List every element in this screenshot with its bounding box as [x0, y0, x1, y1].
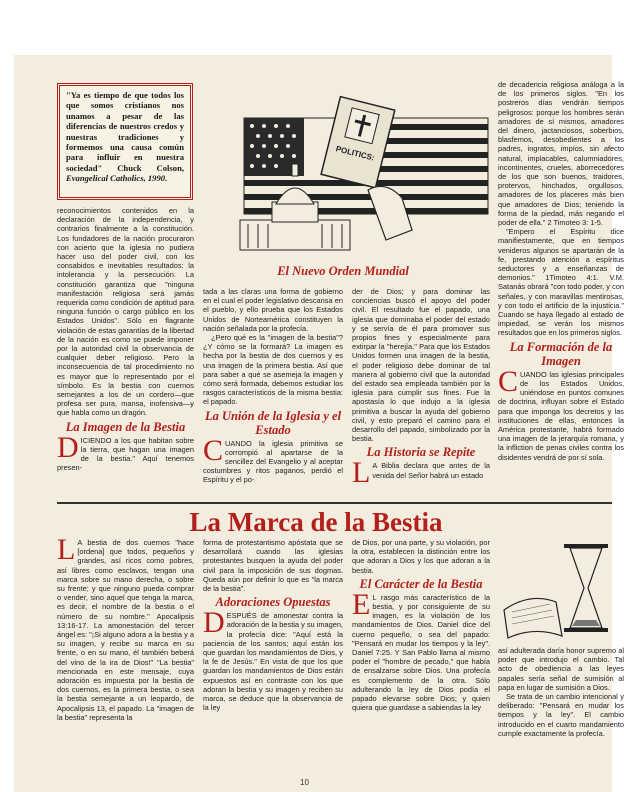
- column-2-text: tada a las claras una forma de gobierno en el cual el poder legislativo descansa en el pueblo, y ello prueba que los Estados Unidos de Norteamérica constituyen la nación señalada por la profecía.: [203, 287, 343, 333]
- heading-formacion-imagen: La Formación de la Imagen: [509, 339, 613, 368]
- bottom-column-4-text: así adulterada daría honor supremo al poder que introdujo el cambio. Tal acto de obediencia a las leyes papales sería señal de sumisión al papa en lugar de sumisión a Dios.: [498, 646, 624, 692]
- drop-cap: D: [57, 430, 79, 464]
- column-3-text: der de Dios; y para dominar las conciencias buscó el apoyo del poder civil. El resultado fue el papado, una iglesia que dominaba el poder del estado y se servía de él para promover sus propios fines y especialmente para extirpar la "herejía." Para que los Estados Unidos formen una imagen de la bestia, el poder religioso debe dominar de tal manera al gobierno civil que la autoridad del estado sea empleada también por la iglesia para cumplir sus fines. Fue la apostasía lo que indujo a la iglesia primitiva a buscar la ayuda del gobierno civil, y esto preparó el camino para el desarrollo del papado, simbolizado por la bestia.: [352, 287, 490, 444]
- column-4-text: de decadencia religiosa análoga a la de los primeros siglos. "En los postreros días vendrán tiempos peligrosos: porque los hombres serán amadores de sí mismos, amadores del dinero, jactanciosos, soberbios, blasfemos, desobedientes a los padres, ingratos, impíos, sin afecto natural, implacables, calumniadores, incontinentes, crueles, aborrecedores de los que son buenos, traidores, protervos, hinchados, orgullosos, amadores de los placeres más bien que amadores de Dios; teniendo la forma de la piedad, más negando el poder de ella." 2 Timoteo 3: 1-5.: [498, 80, 624, 228]
- illustration-caption: El Nuevo Orden Mundial: [277, 264, 409, 278]
- heading-historia-se-repite: La Historia se Repite: [366, 445, 476, 460]
- column-2-bottom: [203, 538, 343, 712]
- drop-cap: L: [57, 533, 76, 566]
- column-4-para: UANDO las iglesias principales de los Estados Unidos, uniéndose en puntos comunes de doctrina, influyan sobre el Estado para que imponga los decretos y las instituciones de ellas, entonces la América protestante, habrá formado una imagen de la jerarquía romana, y la infliction de penas civiles contra los disidentes vendrá de por sí sola.: [498, 369, 624, 462]
- section-divider: [57, 502, 612, 504]
- column-2-top: [203, 287, 343, 485]
- heading-adoraciones-opuestas: Adoraciones Opuestas: [215, 595, 331, 610]
- column-4-bottom: [498, 646, 624, 738]
- bottom-column-3-para: L rasgo más característico de la bestia, y por consiguiente de su imagen, es la violación de los mandamientos de Dios. Daniel dice del cuerno pequeño, o sea del papado: "Pensará en mudar los tiempos y la ley". Daniel 7:25. Y San Pablo llama al mismo poder el "hombre de pecado," que había de ensalzarse sobre Dios. Una profecía es complemento de la otra. Sólo adulterando la ley de Dios podía el papado elevarse sobre Dios; y quien quiera que guardase a sabiendas la ley: [352, 592, 490, 713]
- drop-cap: C: [498, 364, 519, 398]
- bottom-column-1-para: A bestia de dos cuernos "hace [ordena] que todos, pequeños y grandes, así ricos como pobres, así libres como esclavos, tengan una marca sobre su mano derecha, o sobre su frente; y que ninguno pueda comprar o vender, sino aquel que tenga la marca, es decir, el nombre de la bestia o el número de su nombre." Apocalipsis 13:16-17. La amonestación del tercer ángel es: "¡Si alguno adora a la bestia y a su imagen, y recibe su marca en su frente, o en su mano, él también beberá del vino de la ira de Dios!" "La bestia" mencionada en este mensaje, cuya adoración es impuesta por la bestia de dos cuernos, es la primera bestia, o sea la bestia semejante a un leopardo, de Apocalipsis 13, el papado. La "imagen de la bestia" representa la: [57, 538, 194, 722]
- drop-cap: D: [203, 606, 225, 640]
- column-4-top: [498, 80, 624, 462]
- column-2-para: UANDO la iglesia primitiva se corrompió al apartarse de la sencillez del Evangelio y al aceptar costumbres y ritos paganos, perdió el Espíritu y el po-: [203, 438, 343, 485]
- drop-cap: L: [352, 456, 371, 490]
- column-1-text: reconocimientos contenidos en la declaración de la independencia, y contrarios finalmente a la constitución. Los fundadores de la nación procuraron con acierto que la iglesia no pudiera hacer uso del poder civil, con los consabidos e inevitables resultados: la intolerancia y la persecución. La constitución garantiza que "ninguna manifestación religiosa será jamás requerida como condición de aptitud para ninguna función o cargo público en los Estados Unidos". Sólo en flagrante violación de estas garantías de la libertad de la nación es como se puede imponer por la autoridad civil la observancia de cualquier deber religioso. Pero la inconsecuencia de tal procedimiento no es mayor que lo representado por el símbolo. Es la bestia con cuernos semejantes a los de un cordero—que profesa ser pura, mansa, inofensiva—y que habla como un dragón.: [57, 206, 194, 418]
- column-3-top: [352, 287, 490, 490]
- open-bible-hourglass-illustration: [500, 540, 612, 640]
- quote-box: [57, 83, 193, 200]
- bottom-column-4-text2: Se trata de un cambio intencional y deliberado: "Pensará en mudar los tiempos y la ley". El cambio introducido en el cuarto mandamiento cumple exactamente la profecía.: [498, 692, 624, 738]
- bottom-column-2-text: forma de protestantismo apóstata que se desarrollará cuando las iglesias protestantes busquen la ayuda del poder civil para la imposición de sus dogmas. Queda aún por definir lo que es "la marca de la bestia".: [203, 538, 343, 594]
- column-3-bottom: [352, 538, 490, 712]
- bottom-column-2-para: ESPUÉS de amonestar contra la adoración de la bestia y su imagen, la profecía dice: "Aquí está la paciencia de los santos; aquí están los que guardan los mandamientos de Dios, y la fe de Jesús." En vista de que los que guardan los mandamientos de Dios están expuestos así en contraste con los que adoran la bestia y su imagen y reciben su marca, se deduce que la observancia de la ley: [203, 611, 343, 713]
- quote-text: "Ya es tiempo de que todos los que somos cristianos nos unamos a pesar de las diferencias de nuestros credos y nuestras tradiciones y formemos una causa común para influir en nuestra sociedad" Chuck Colson,: [66, 90, 184, 173]
- page-number: 10: [300, 778, 309, 787]
- drop-cap: C: [203, 433, 224, 467]
- column-1-top: [57, 206, 194, 472]
- heading-imagen-bestia: La Imagen de la Bestia: [65, 419, 186, 434]
- heading-caracter-bestia: El Carácter de la Bestia: [359, 576, 483, 591]
- bottom-column-3-text: de Dios, por una parte, y su violación, por la otra, establecen la distinción entre los que adoran a Dios y los que adoran a la bestia.: [352, 538, 490, 575]
- new-world-order-illustration: [236, 80, 494, 258]
- quote-source: Evangelical Catholics, 1990.: [66, 173, 168, 184]
- column-4-bottom-clip: [498, 646, 624, 776]
- column-3-para: A Biblia declara que antes de la venida del Señor habrá un estado: [372, 461, 490, 480]
- column-2-text2: ¿Pero qué es la "imagen de la bestia"? ¿Y cómo se la formará? La imagen es hecha por la bestia de dos cuernos y es una imagen de la primera bestia. Así que para saber a qué se asemeja la imagen y cómo será formada, debemos estudiar los rasgos característicos de la misma bestia: el papado.: [203, 333, 343, 407]
- politics-book-label: POLITICS:: [334, 144, 376, 163]
- column-4-text2: "Empero el Espíritu dice manifiestamente, que en tiempos venideros algunos se apartarán de la fe, prestando atención a espíritus seductores y a enseñanzas de demonios." 1Timoteo 4:1. V.M. Satanás obrará "con todo poder, y con señales, y con maravillas mentirosas, y con todo el artificio de la injusticia." Cuando se haya llegado al estado de impiedad, se verán los mismos resultados que en los primeros siglos.: [498, 227, 624, 338]
- heading-union-iglesia-estado: La Unión de la Iglesia y el Estado: [204, 408, 342, 437]
- column-1-para: ICIENDO a los que habitan sobre la tierra, que hagan una imagen de la bestia." Aquí tenemos presen-: [57, 435, 194, 473]
- drop-cap: E: [352, 587, 371, 621]
- main-headline: La Marca de la Bestia: [189, 507, 443, 537]
- column-1-bottom: [57, 533, 194, 722]
- column-4-clip: [498, 80, 624, 498]
